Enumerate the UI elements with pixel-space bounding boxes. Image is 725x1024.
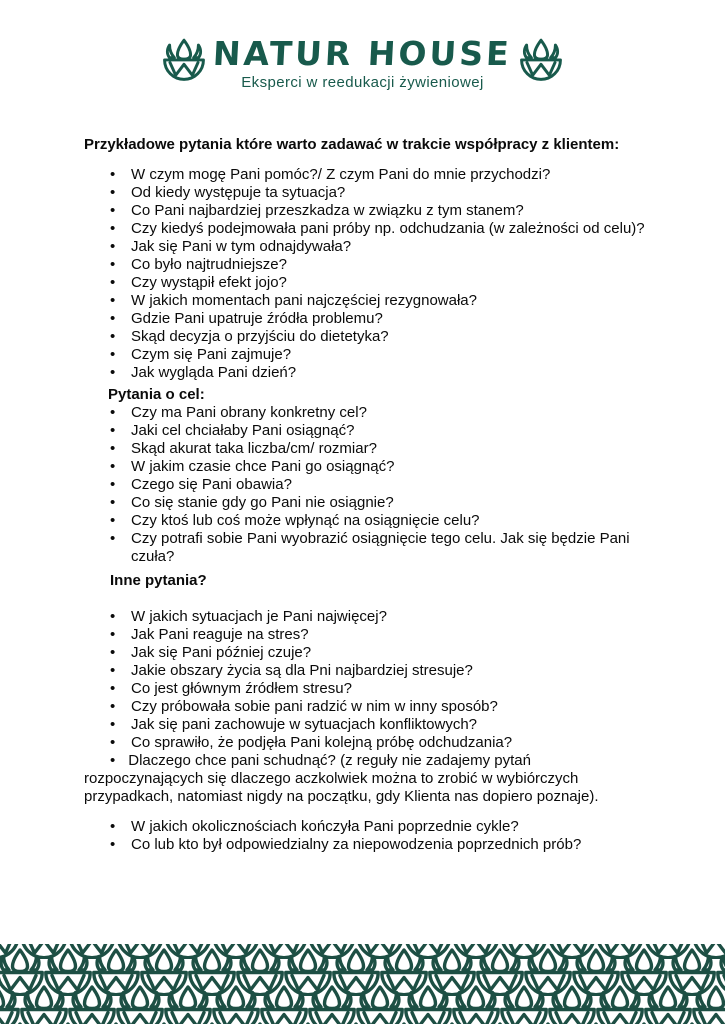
question-item: • Czy kiedyś podejmowała pani próby np. odchudzania (w zależności od celu)?	[131, 220, 646, 238]
logo	[0, 36, 725, 91]
question-item: • Co jest głównym źródłem stresu?	[131, 680, 646, 698]
document-body	[84, 136, 646, 854]
question-item: • Jakie obszary życia są dla Pni najbardziej stresuje?	[131, 662, 646, 680]
question-item: • Czy potrafi sobie Pani wyobrazić osiągnięcie tego celu. Jak się będzie Pani czuła?	[131, 530, 646, 566]
question-item: • Czy wystąpił efekt jojo?	[131, 274, 646, 292]
question-list-intro	[84, 166, 646, 382]
question-item: • Jak Pani reaguje na stres?	[131, 626, 646, 644]
question-item: • Co sprawiło, że podjęła Pani kolejną próbę odchudzania?	[131, 734, 646, 752]
question-list-final	[84, 818, 646, 854]
question-item: • Jak wygląda Pani dzień?	[131, 364, 646, 382]
question-item: • Dlaczego chce pani schudnąć? (z reguły nie zadajemy pytań rozpoczynających się dlaczego aczkolwiek można to zrobić w wybiórczych przypadkach, natomiast nigdy na początku, gdy Klienta nas dopiero poznaje).	[84, 752, 646, 806]
question-item: • Skąd decyzja o przyjściu do dietetyka?	[131, 328, 646, 346]
question-item: • W jakim czasie chce Pani go osiągnąć?	[131, 458, 646, 476]
section-heading-goal: Pytania o cel:	[108, 386, 205, 403]
question-item: • Od kiedy występuje ta sytuacja?	[131, 184, 646, 202]
question-item: • W jakich sytuacjach je Pani najwięcej?	[131, 608, 646, 626]
question-item: • Czego się Pani obawia?	[131, 476, 646, 494]
question-item: • Jak się Pani później czuje?	[131, 644, 646, 662]
question-item: • W czym mogę Pani pomóc?/ Z czym Pani do mnie przychodzi?	[131, 166, 646, 184]
tulip-logo-right-icon	[520, 37, 562, 82]
question-item: • Czy ktoś lub coś może wpłynąć na osiągnięcie celu?	[131, 512, 646, 530]
question-list-other	[84, 608, 646, 806]
question-list-goal	[84, 404, 646, 566]
question-item: • W jakich momentach pani najczęściej rezygnowała?	[131, 292, 646, 310]
tulip-pattern-band	[0, 944, 725, 1024]
question-item: • Skąd akurat taka liczba/cm/ rozmiar?	[131, 440, 646, 458]
question-item: • Jaki cel chciałaby Pani osiągnąć?	[131, 422, 646, 440]
question-item: • Czym się Pani zajmuje?	[131, 346, 646, 364]
question-item: • Jak się Pani w tym odnajdywała?	[131, 238, 646, 256]
question-item: • Co się stanie gdy go Pani nie osiągnie?	[131, 494, 646, 512]
logo-name: NATUR HOUSE	[212, 34, 513, 73]
tulip-logo-left-icon	[163, 37, 205, 82]
document-title: Przykładowe pytania które warto zadawać w trakcie współpracy z klientem:	[84, 136, 620, 153]
section-heading-other: Inne pytania?	[110, 572, 207, 589]
question-item: • Czy ma Pani obrany konkretny cel?	[131, 404, 646, 422]
question-item: • Jak się pani zachowuje w sytuacjach konfliktowych?	[131, 716, 646, 734]
question-item: • W jakich okolicznościach kończyła Pani poprzednie cykle?	[131, 818, 646, 836]
logo-tagline: Eksperci w reedukacji żywieniowej	[241, 74, 484, 91]
question-item: • Co Pani najbardziej przeszkadza w związku z tym stanem?	[131, 202, 646, 220]
question-item: • Co lub kto był odpowiedzialny za niepowodzenia poprzednich prób?	[131, 836, 646, 854]
question-item: • Gdzie Pani upatruje źródła problemu?	[131, 310, 646, 328]
question-item: • Co było najtrudniejsze?	[131, 256, 646, 274]
question-item: • Czy próbowała sobie pani radzić w nim w inny sposób?	[131, 698, 646, 716]
logo-text-block	[213, 36, 512, 91]
